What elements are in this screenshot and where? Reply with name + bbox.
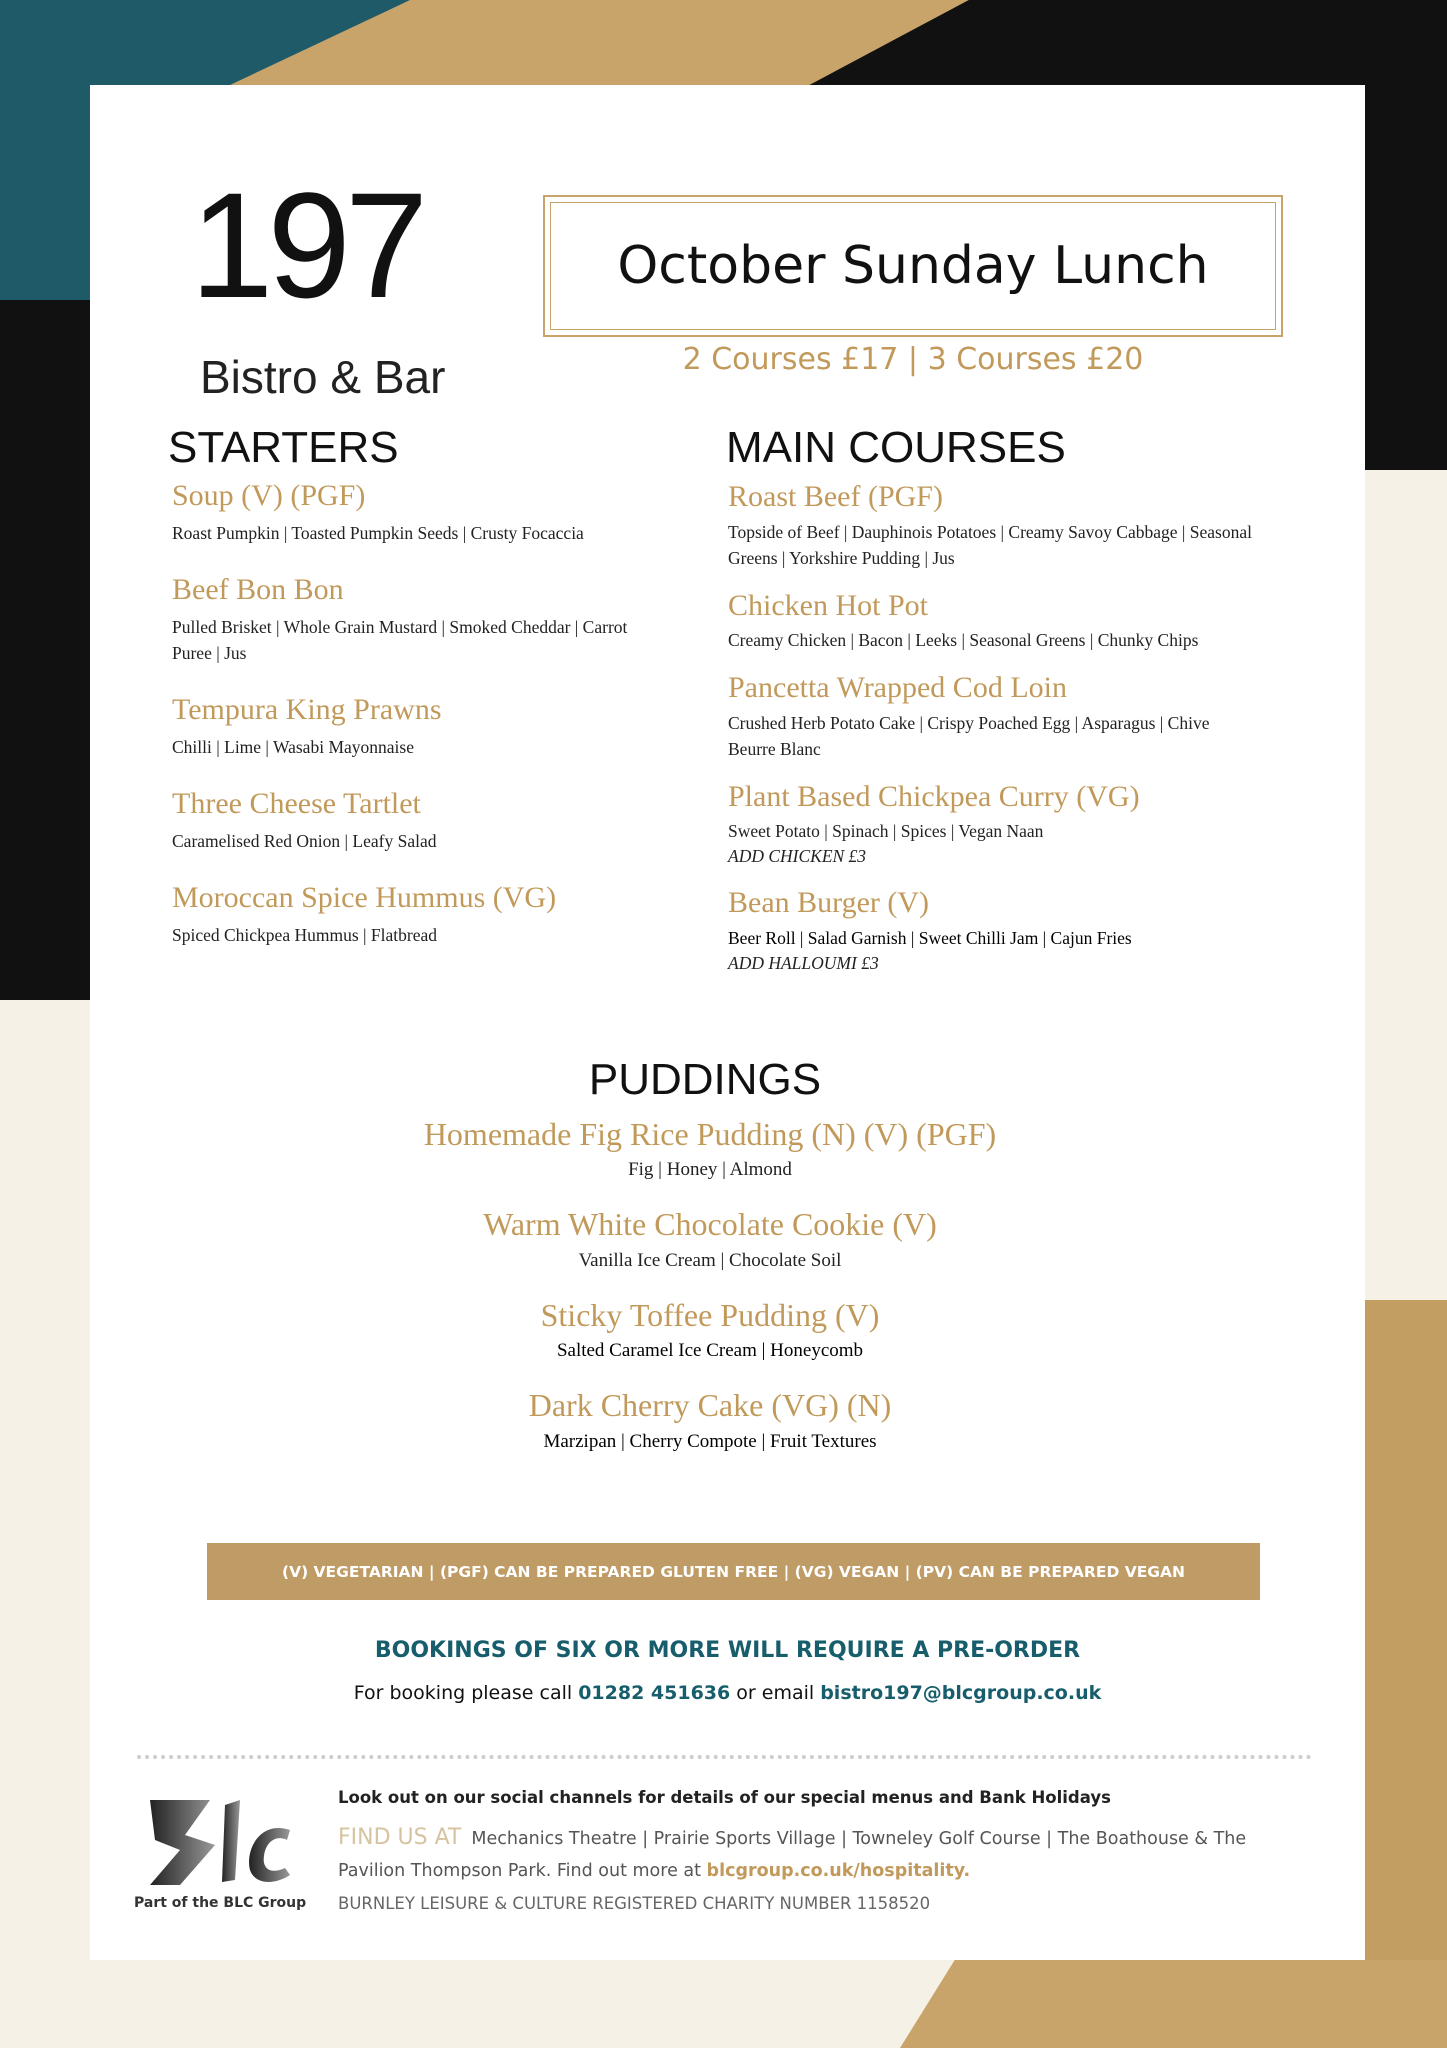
menu-item <box>728 671 1288 762</box>
menu-item <box>728 589 1288 654</box>
menu-item <box>172 478 652 546</box>
item-name: Chicken Hot Pot <box>728 588 928 622</box>
booking-notice: BOOKINGS OF SIX OR MORE WILL REQUIRE A PRE-ORDER <box>374 1638 1081 1663</box>
item-name: Bean Burger (V) <box>728 886 930 919</box>
item-description: Salted Caramel Ice Cream | Honeycomb <box>556 1340 864 1362</box>
blc-caption: Part of the BLC Group <box>134 1895 307 1911</box>
item-name: Sticky Toffee Pudding (V) <box>540 1296 880 1333</box>
course-prices: 2 Courses £17 | 3 Courses £20 <box>682 342 1144 377</box>
menu-item <box>300 1296 1120 1364</box>
item-name: Warm White Chocolate Cookie (V) <box>483 1206 937 1243</box>
venues-text <box>338 1822 1258 1887</box>
item-description: Chilli | Lime | Wasabi Mayonnaise <box>172 737 414 757</box>
menu-item <box>300 1115 1120 1183</box>
item-description: Marzipan | Cherry Compote | Fruit Textures <box>543 1430 877 1452</box>
item-description: Crushed Herb Potato Cake | Crispy Poached Egg | Asparagus | Chive Beurre Blanc <box>728 712 1210 759</box>
menu-item <box>728 480 1288 571</box>
social-note: Look out on our social channels for details of our special menus and Bank Holidays <box>338 1788 1111 1807</box>
item-description: Caramelised Red Onion | Leafy Salad <box>172 831 437 851</box>
item-name: Soup (V) (PGF) <box>172 479 366 512</box>
item-description: Spiced Chickpea Hummus | Flatbread <box>172 925 437 945</box>
mains-heading: MAIN COURSES <box>726 423 1066 472</box>
contact-prefix: For booking please call <box>353 1682 579 1704</box>
page-title: October Sunday Lunch <box>617 236 1209 296</box>
item-description: Beer Roll | Salad Garnish | Sweet Chilli Jam | Cajun Fries <box>728 927 1132 948</box>
menu-item <box>172 572 652 666</box>
menu-item <box>172 880 652 948</box>
starters-heading: STARTERS <box>168 423 399 472</box>
item-description: Pulled Brisket | Whole Grain Mustard | Smoked Cheddar | Carrot Puree | Jus <box>172 617 628 663</box>
item-name: Homemade Fig Rice Pudding (N) (V) (PGF) <box>423 1116 997 1152</box>
brand-logo-number: 197 <box>190 161 423 329</box>
puddings-list <box>300 1115 1120 1455</box>
email-link[interactable]: bistro197@blcgroup.co.uk <box>820 1682 1102 1704</box>
item-description: Creamy Chicken | Bacon | Leeks | Seasonal Greens | Chunky Chips <box>728 630 1199 650</box>
dotted-divider <box>137 1755 1312 1759</box>
item-addon: ADD CHICKEN £3 <box>728 846 867 866</box>
find-us-label: FIND US AT <box>338 1825 462 1850</box>
gold-band-decoration <box>900 1960 1447 2048</box>
item-name: Three Cheese Tartlet <box>172 787 421 820</box>
item-name: Tempura King Prawns <box>172 693 442 726</box>
item-description: Sweet Potato | Spinach | Spices | Vegan Naan <box>728 821 1044 841</box>
contact-mid: or email <box>730 1682 821 1704</box>
menu-item <box>728 780 1288 869</box>
item-description: Roast Pumpkin | Toasted Pumpkin Seeds | Crusty Focaccia <box>172 523 584 543</box>
blc-logo <box>140 1790 300 1890</box>
item-description: Fig | Honey | Almond <box>628 1159 792 1181</box>
menu-item <box>728 886 1288 975</box>
item-name: Beef Bon Bon <box>172 573 344 606</box>
brand-logo-subtitle: Bistro & Bar <box>200 351 446 403</box>
puddings-heading: PUDDINGS <box>588 1055 822 1104</box>
hospitality-link[interactable]: blcgroup.co.uk/hospitality. <box>706 1861 971 1881</box>
menu-item <box>300 1205 1120 1273</box>
item-name: Dark Cherry Cake (VG) (N) <box>528 1387 892 1424</box>
item-name: Pancetta Wrapped Cod Loin <box>728 671 1067 704</box>
item-description: Vanilla Ice Cream | Chocolate Soil <box>578 1249 842 1271</box>
phone-link[interactable]: 01282 451636 <box>578 1682 731 1704</box>
charity-number: BURNLEY LEISURE & CULTURE REGISTERED CHARITY NUMBER 1158520 <box>338 1894 931 1913</box>
dietary-legend <box>207 1543 1260 1600</box>
item-name: Roast Beef (PGF) <box>728 480 943 513</box>
menu-item <box>172 692 652 760</box>
mains-list <box>728 480 1288 975</box>
black-band-decoration <box>0 300 92 1000</box>
item-addon: ADD HALLOUMI £3 <box>728 952 879 973</box>
item-name: Moroccan Spice Hummus (VG) <box>172 881 557 914</box>
legend-text: (V) VEGETARIAN | (PGF) CAN BE PREPARED GLUTEN FREE | (VG) VEGAN | (PV) CAN BE PREPARED VEGAN <box>282 1562 1185 1581</box>
booking-contact <box>90 1682 1365 1704</box>
item-description: Topside of Beef | Dauphinois Potatoes | Creamy Savoy Cabbage | Seasonal Greens | Yorkshire Pudding | Jus <box>728 521 1252 568</box>
venues-list: Mechanics Theatre | Prairie Sports Village | Towneley Golf Course | The Boathouse & The Pavilion Thompson Park. Find out more at <box>338 1829 1247 1881</box>
title-frame <box>543 195 1283 337</box>
menu-item <box>300 1386 1120 1454</box>
menu-item <box>172 786 652 854</box>
item-name: Plant Based Chickpea Curry (VG) <box>728 779 1140 813</box>
starters-list <box>172 478 652 948</box>
